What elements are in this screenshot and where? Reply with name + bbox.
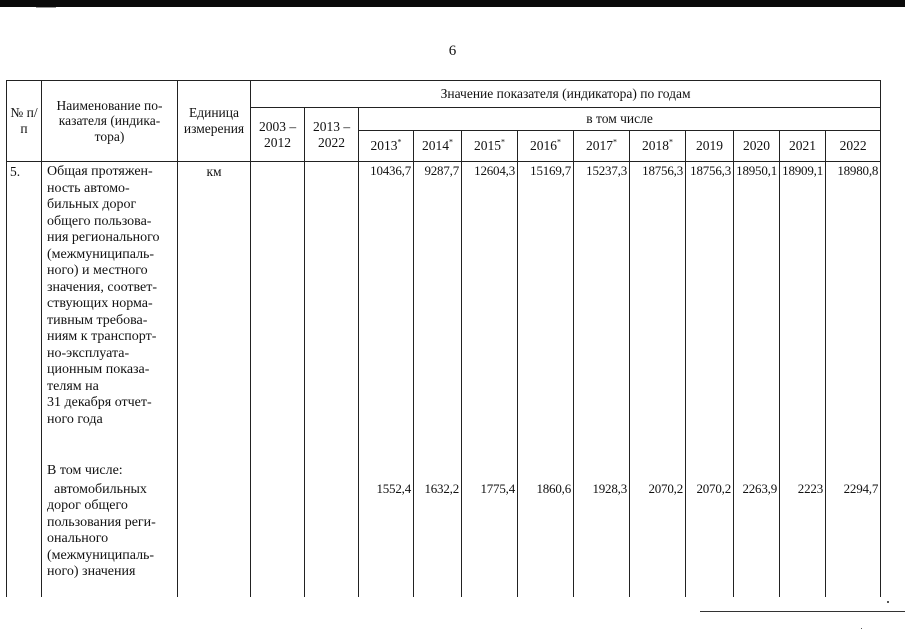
spacer	[47, 445, 175, 462]
value-cell: 9287,7	[414, 162, 462, 462]
empty-cell	[630, 461, 686, 480]
header-name: Наименование по-казателя (индика-тора)	[42, 81, 178, 162]
header-year-footnote-mark: *	[669, 137, 673, 147]
unit-cell: км	[178, 162, 251, 462]
name-line: но-эксплуата-	[47, 345, 130, 361]
name-line: Общая протяжен-	[47, 164, 153, 179]
top-border-bar	[0, 0, 905, 7]
value-cell: 2263,9	[734, 480, 780, 598]
value-cell: 18980,8	[826, 162, 881, 462]
name-line: ния регионального	[47, 230, 160, 245]
table-header	[7, 81, 881, 162]
header-year	[630, 131, 686, 162]
value-cell: 1552,4	[359, 480, 414, 598]
header-year-label: 2021	[789, 138, 816, 154]
name-line: 31 декабря отчет-	[47, 395, 152, 410]
empty-cell	[574, 461, 630, 480]
name-line: ного года	[47, 411, 103, 427]
unit-empty	[178, 461, 251, 480]
header-year	[734, 131, 780, 162]
name-line: пользования реги-	[47, 514, 156, 530]
value-cell: 18909,1	[780, 162, 826, 462]
header-year-label: 2016	[530, 138, 557, 154]
row-number: 5.	[7, 162, 42, 462]
header-year-label: 2014	[422, 138, 449, 154]
table-row	[7, 461, 881, 480]
name-line: онального	[47, 531, 109, 546]
header-year	[414, 131, 462, 162]
row-number-empty	[7, 480, 42, 598]
name-line: телям на	[47, 378, 99, 394]
empty-cell	[251, 461, 305, 480]
table-row	[7, 162, 881, 462]
page-number: 6	[448, 43, 457, 59]
value-2013-2022	[305, 162, 359, 462]
value-cell: 15169,7	[518, 162, 574, 462]
header-year-label: 2017	[586, 138, 613, 154]
header-year	[518, 131, 574, 162]
name-line: ность автомо-	[47, 180, 130, 196]
header-year-footnote-mark: *	[557, 137, 561, 147]
sub-indicator-name	[42, 480, 178, 598]
value-cell: 1775,4	[462, 480, 518, 598]
name-line: значения, соответ-	[47, 279, 158, 295]
indicator-name	[42, 162, 178, 462]
indicator-table	[6, 80, 881, 597]
value-cell: 2070,2	[686, 480, 734, 598]
header-year-label: 2015	[474, 138, 501, 154]
name-line: дорог общего	[47, 498, 128, 513]
empty-cell	[734, 461, 780, 480]
header-year-label: 2018	[642, 138, 669, 154]
name-line: ного) и местного	[47, 263, 148, 278]
table-row	[7, 480, 881, 598]
value-cell: 2223	[780, 480, 826, 598]
row-number-empty	[7, 461, 42, 480]
name-line: автомобильных	[54, 481, 147, 497]
header-year	[574, 131, 630, 162]
empty-cell	[826, 461, 881, 480]
value-cell: 1928,3	[574, 480, 630, 598]
header-unit: Единица измерения	[178, 81, 251, 162]
header-range-2003-2012: 2003 – 2012	[251, 108, 305, 162]
header-including: в том числе	[359, 108, 881, 131]
value-cell: 18950,1	[734, 162, 780, 462]
scan-speck	[887, 601, 889, 603]
including-label: В том числе:	[47, 463, 123, 478]
header-year-footnote-mark: *	[501, 137, 505, 147]
header-year-label: 2022	[839, 138, 867, 154]
bottom-scan-line	[700, 611, 905, 612]
header-values-by-year: Значение показателя (индикатора) по годам	[251, 81, 881, 108]
value-2013-2022	[305, 480, 359, 598]
name-line: бильных дорог	[47, 197, 137, 212]
empty-cell	[305, 461, 359, 480]
sub-indicator-label	[42, 461, 178, 480]
name-line: ного) значения	[47, 564, 136, 579]
value-cell: 1860,6	[518, 480, 574, 598]
value-cell: 12604,3	[462, 162, 518, 462]
value-cell: 2294,7	[826, 480, 881, 598]
name-line: ствующих норма-	[47, 296, 153, 311]
value-cell: 1632,2	[414, 480, 462, 598]
header-year	[359, 131, 414, 162]
value-cell: 10436,7	[359, 162, 414, 462]
spacer	[47, 428, 175, 445]
unit-empty	[178, 480, 251, 598]
header-year-label: 2013	[370, 138, 398, 154]
name-line: ционным показа-	[47, 362, 150, 377]
header-year	[826, 131, 881, 162]
empty-cell	[462, 461, 518, 480]
header-year-label: 2020	[743, 138, 770, 154]
top-border-highlight	[36, 7, 56, 8]
value-cell: 15237,3	[574, 162, 630, 462]
name-line: (межмуниципаль-	[47, 246, 155, 262]
empty-cell	[359, 461, 414, 480]
empty-cell	[780, 461, 826, 480]
value-2003-2012	[251, 162, 305, 462]
header-year-footnote-mark: *	[613, 137, 617, 147]
empty-cell	[518, 461, 574, 480]
empty-cell	[686, 461, 734, 480]
name-line: тивным требова-	[47, 312, 148, 328]
scan-speck	[861, 628, 862, 629]
table-body	[7, 162, 881, 598]
value-2003-2012	[251, 480, 305, 598]
header-year	[462, 131, 518, 162]
value-cell: 18756,3	[630, 162, 686, 462]
spacer	[47, 581, 175, 598]
name-line: ниям к транспорт-	[47, 329, 157, 344]
header-year	[780, 131, 826, 162]
header-year-footnote-mark: *	[449, 137, 453, 147]
header-year	[686, 131, 734, 162]
value-cell: 2070,2	[630, 480, 686, 598]
header-year-footnote-mark: *	[397, 137, 402, 147]
name-line: общего пользова-	[47, 213, 152, 229]
header-range-2013-2022: 2013 – 2022	[305, 108, 359, 162]
name-line: (межмуниципаль-	[47, 547, 155, 563]
empty-cell	[414, 461, 462, 480]
value-cell: 18756,3	[686, 162, 734, 462]
header-year-label: 2019	[696, 138, 723, 154]
header-num: № п/п	[7, 81, 42, 162]
